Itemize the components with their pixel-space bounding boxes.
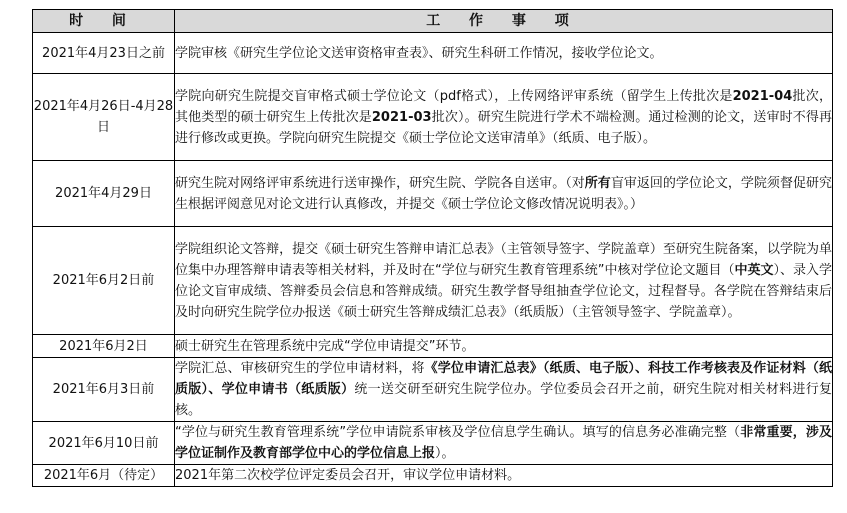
row-work	[175, 161, 833, 227]
text-segment: “学位与研究生教育管理系统”学位申请院系审核及学位信息学生确认。填写的信息务必准确完整（	[175, 425, 741, 440]
text-segment: 批次，其他类型的硕士研究生上传批次是	[175, 88, 832, 125]
bold-text-segment: 《学位申请汇总表》（纸质、电子版）、科技工作考核表及作证材料（纸质版）、学位申请书（纸质版）	[175, 361, 832, 397]
row-time: 2021年6月2日	[33, 335, 175, 358]
text-segment: 批次）。研究生院进行学术不端检测。通过检测的论文，送审时不得再进行修改或更换。学院向研究生院提交《硕士学位论文送审清单》（纸质、电子版）。	[175, 109, 832, 146]
row-work	[175, 74, 833, 161]
bold-text-segment: 所有	[584, 175, 611, 191]
row-time: 2021年6月（待定）	[33, 465, 175, 487]
row-work	[175, 227, 833, 335]
row-time: 2021年4月23日之前	[33, 33, 175, 74]
table-row	[33, 335, 833, 358]
text-segment: 研究生院对网络评审系统进行送审操作，研究生院、学院各自送审。（对	[175, 175, 585, 191]
text-segment: 学院向研究生院提交盲审格式硕士学位论文（pdf格式），上传网络评审系统（留学生上传批次是	[175, 88, 733, 104]
row-work	[175, 358, 833, 422]
header-work-items: 工 作 事 项	[175, 10, 833, 33]
table-row	[33, 227, 833, 335]
text-segment: 学院组织论文答辩，提交《硕士研究生答辩申请汇总表》（主管领导签字、学院盖章）至研究生院备案，以学院为单位集中办理答辩申请表等相关材料，并及时在“学位与研究生教育管理系统”中核对学位论文题目（	[175, 241, 832, 278]
bold-text-segment: 中英文	[734, 262, 774, 278]
text-segment: 盲审返回的学位论文，学院须督促研究生根据评阅意见对论文进行认真修改，并提交《硕士学位论文修改情况说明表》。）	[175, 175, 832, 212]
text-segment: ）、录入学位论文盲审成绩、答辩委员会信息和答辩成绩。研究生教学督导组抽查学位论文，过程督导。各学院在答辩结束后及时向研究生院学位办报送《硕士研究生答辩成绩汇总表》（纸质版）（主管领导签字、学院盖章）。	[175, 262, 833, 320]
row-work	[175, 335, 833, 358]
text-segment: ）。	[435, 446, 455, 461]
table-header-row	[33, 10, 833, 33]
text-segment: 统一送交研至研究生院学位办。学位委员会召开之前，研究生院对相关材料进行复核。	[175, 382, 832, 418]
row-time: 2021年6月2日前	[33, 227, 175, 335]
bold-text-segment: 非常重要，涉及学位证制作及教育部学位中心的学位信息上报	[175, 425, 832, 461]
bold-text-segment: 2021-03	[371, 109, 432, 125]
table-row	[33, 422, 833, 465]
table-row	[33, 358, 833, 422]
schedule-table	[32, 9, 833, 487]
table-row	[33, 465, 833, 487]
row-time: 2021年4月26日-4月28日	[33, 74, 175, 161]
text-segment: 学院审核《研究生学位论文送审资格审查表》、研究生科研工作情况，接收学位论文。	[175, 45, 663, 61]
text-segment: 硕士研究生在管理系统中完成“学位申请提交”环节。	[175, 338, 475, 354]
row-time: 2021年4月29日	[33, 161, 175, 227]
text-segment: 学院汇总、审核研究生的学位申请材料，将	[175, 361, 425, 376]
header-time: 时 间	[33, 10, 175, 33]
row-time: 2021年6月3日前	[33, 358, 175, 422]
table-row	[33, 33, 833, 74]
table-row	[33, 74, 833, 161]
text-segment: 2021年第二次校学位评定委员会召开，审议学位申请材料。	[175, 468, 521, 483]
row-work	[175, 422, 833, 465]
bold-text-segment: 2021-04	[732, 88, 793, 104]
row-work	[175, 33, 833, 74]
row-work	[175, 465, 833, 487]
row-time: 2021年6月10日前	[33, 422, 175, 465]
table-row	[33, 161, 833, 227]
